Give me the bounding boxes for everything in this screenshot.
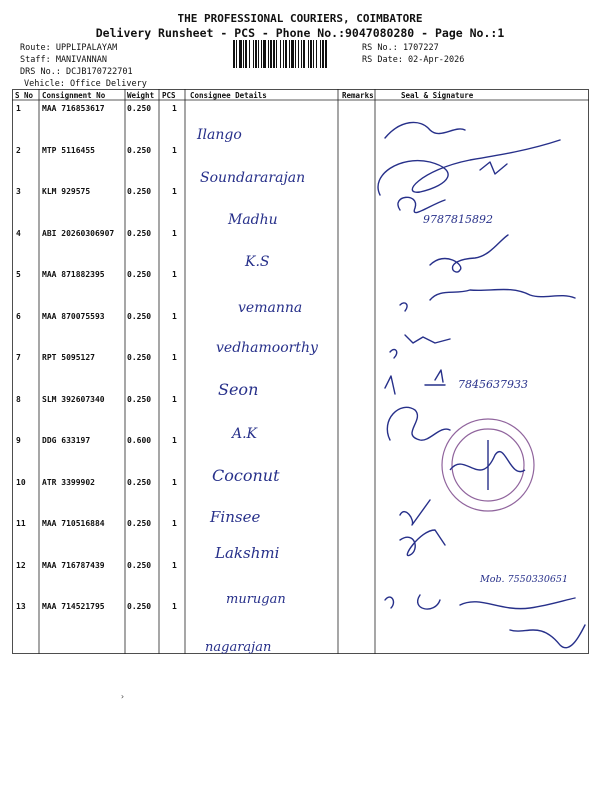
handwritten-name: Ilango [197, 127, 242, 143]
handwritten-phone: 7845637933 [458, 378, 528, 391]
route-label: Route: UPPLIPALAYAM [20, 43, 118, 53]
row-consignment-no: ABI 20260306907 [42, 228, 115, 238]
row-consignment-no: MAA 716787439 [42, 560, 105, 570]
col-header-consignment: Consignment No [42, 91, 106, 100]
row-sno: 9 [16, 436, 21, 445]
handwritten-name: A.K [232, 426, 258, 442]
col-header-remarks: Remarks [342, 91, 374, 100]
col-header-consignee: Consignee Details [190, 91, 267, 100]
row-pcs: 1 [172, 104, 177, 113]
handwritten-name: Finsee [210, 508, 261, 526]
row-sno: 6 [16, 311, 21, 321]
row-pcs: 1 [172, 602, 177, 611]
handwritten-phone: Mob. 7550330651 [480, 574, 569, 585]
row-pcs: 1 [172, 477, 177, 487]
row-sno: 7 [16, 353, 21, 362]
row-consignment-no: KLM 929575 [42, 187, 91, 196]
rs-number: RS No.: 1707227 [362, 43, 439, 53]
row-sno: 4 [16, 228, 21, 238]
row-sno: 12 [16, 560, 26, 570]
row-sno: 10 [16, 477, 26, 487]
row-weight: 0.250 [127, 394, 152, 404]
col-header-seal: Seal & Signature [401, 91, 474, 100]
row-weight: 0.250 [127, 519, 152, 528]
signature-scribbles [360, 100, 592, 660]
row-weight: 0.250 [127, 187, 152, 196]
handwritten-phone: 9787815892 [423, 213, 493, 226]
row-weight: 0.250 [127, 560, 152, 570]
row-sno: 5 [16, 270, 21, 279]
staff-label: Staff: MANIVANNAN [20, 55, 107, 65]
handwritten-name: murugan [226, 592, 286, 607]
row-sno: 8 [16, 394, 21, 404]
row-weight: 0.250 [127, 228, 152, 238]
row-consignment-no: MAA 871882395 [42, 270, 105, 279]
handwritten-name: Seon [218, 380, 259, 399]
row-consignment-no: SLM 392607340 [42, 394, 105, 404]
row-pcs: 1 [172, 394, 177, 404]
row-consignment-no: DDG 633197 [42, 436, 91, 445]
handwritten-name: K.S [245, 254, 270, 270]
row-weight: 0.250 [127, 145, 152, 155]
row-consignment-no: MTP 5116455 [42, 145, 95, 155]
handwritten-name: Coconut [212, 466, 280, 485]
handwritten-name: vedhamoorthy [216, 340, 318, 356]
handwritten-name: Soundararajan [200, 170, 306, 186]
row-pcs: 1 [172, 560, 177, 570]
row-consignment-no: ATR 3399902 [42, 477, 95, 487]
row-consignment-no: RPT 5095127 [42, 353, 95, 362]
row-pcs: 1 [172, 436, 177, 445]
barcode [233, 40, 358, 68]
handwritten-name: Lakshmi [215, 544, 280, 562]
handwritten-name: nagarajan [205, 640, 272, 655]
drs-label: DRS No.: DCJB170722701 [20, 67, 133, 77]
row-weight: 0.250 [127, 353, 152, 362]
row-weight: 0.250 [127, 477, 152, 487]
row-weight: 0.250 [127, 104, 152, 113]
row-consignment-no: MAA 716853617 [42, 104, 105, 113]
row-sno: 13 [16, 602, 26, 611]
row-pcs: 1 [172, 270, 177, 279]
row-pcs: 1 [172, 519, 177, 528]
row-sno: 1 [16, 104, 21, 113]
runsheet-subtitle: Delivery Runsheet - PCS - Phone No.:9047080280 - Page No.:1 [95, 26, 505, 40]
row-pcs: 1 [172, 311, 177, 321]
col-header-weight: Weight [127, 91, 155, 100]
row-consignment-no: MAA 870075593 [42, 311, 105, 321]
row-consignment-no: MAA 710516884 [42, 519, 105, 528]
row-pcs: 1 [172, 228, 177, 238]
row-weight: 0.250 [127, 311, 152, 321]
row-pcs: 1 [172, 353, 177, 362]
vehicle-label: Vehicle: Office Delivery [24, 79, 147, 89]
company-name: THE PROFESSIONAL COURIERS, COIMBATORE [177, 12, 423, 25]
row-sno: 2 [16, 145, 21, 155]
handwritten-name: Madhu [228, 212, 278, 228]
col-header-pcs: PCS [162, 91, 176, 100]
row-consignment-no: MAA 714521795 [42, 602, 105, 611]
handwritten-name: vemanna [238, 300, 303, 316]
row-weight: 0.250 [127, 602, 152, 611]
row-sno: 11 [16, 519, 26, 528]
row-sno: 3 [16, 187, 21, 196]
row-weight: 0.600 [127, 436, 152, 445]
rs-date: RS Date: 02-Apr-2026 [362, 55, 465, 65]
row-weight: 0.250 [127, 270, 152, 279]
row-pcs: 1 [172, 187, 177, 196]
footer-mark: › [120, 692, 125, 701]
col-header-sno: S No [15, 91, 34, 100]
row-pcs: 1 [172, 145, 177, 155]
